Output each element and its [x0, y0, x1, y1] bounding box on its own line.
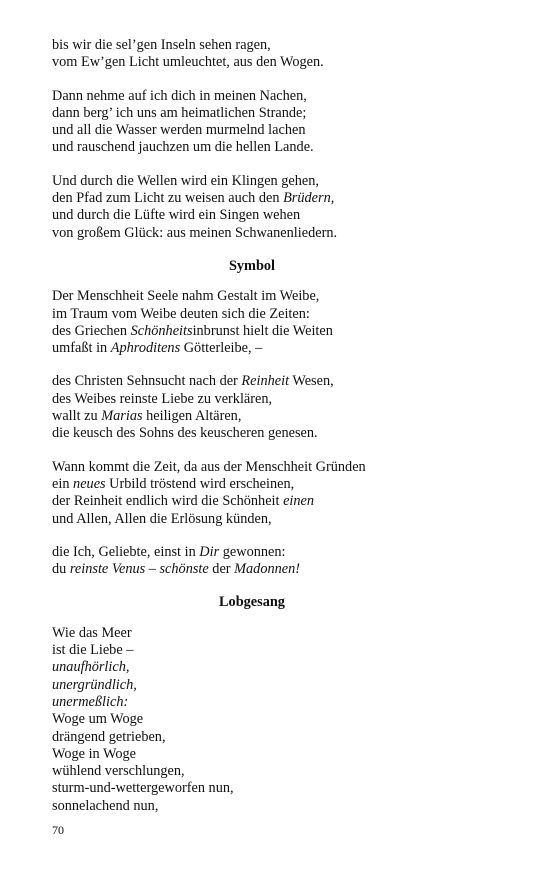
- verse-line: Wie das Meer: [52, 624, 132, 641]
- verse-text: des Griechen: [52, 322, 131, 339]
- emphasis: neues: [73, 475, 106, 492]
- verse-line: und rauschend jauchzen um die hellen Lande.: [52, 139, 314, 156]
- verse-line: von großem Glück: aus meinen Schwanenliedern.: [52, 224, 338, 241]
- verse-line: Und durch die Wellen wird ein Klingen gehen,: [52, 172, 319, 189]
- verse-text: gewonnen:: [219, 543, 286, 560]
- text-block: [52, 37, 512, 831]
- verse-line: Wann kommt die Zeit, da aus der Menschheit Gründen: [52, 458, 366, 475]
- page-number: 70: [52, 823, 64, 837]
- verse-line: [52, 561, 512, 578]
- verse-text: umfaßt in: [52, 340, 111, 357]
- verse-line: sturm-und-wettergeworfen nun,: [52, 780, 234, 797]
- verse-line: unermeßlich:: [52, 693, 129, 710]
- stanza: [52, 373, 512, 442]
- stanza: [52, 173, 512, 242]
- verse-line: [52, 493, 512, 510]
- verse-text: ein: [52, 475, 74, 492]
- verse-line: Der Menschheit Seele nahm Gestalt im Weibe,: [52, 288, 320, 305]
- verse-line: Woge in Woge: [52, 745, 136, 762]
- verse-text: der Reinheit endlich wird die Schönheit: [52, 493, 284, 510]
- stanza: [52, 625, 512, 815]
- verse-text: Götterleibe, –: [180, 340, 263, 357]
- stanza: [52, 288, 512, 357]
- emphasis: Schönheits: [130, 322, 193, 339]
- verse-line: die keusch des Sohns des keuscheren genesen.: [52, 425, 318, 442]
- verse-line: Dann nehme auf ich dich in meinen Nachen,: [52, 87, 307, 104]
- verse-text: du: [52, 561, 70, 578]
- verse-text: die Ich, Geliebte, einst in: [52, 543, 200, 560]
- emphasis: Brüdern,: [283, 190, 335, 207]
- verse-line: [52, 476, 512, 493]
- verse-text: des Christen Sehnsucht nach der: [52, 373, 242, 390]
- verse-text: heiligen Altären,: [142, 408, 242, 425]
- emphasis: einen: [283, 493, 315, 510]
- verse-text: den Pfad zum Licht zu weisen auch den: [52, 190, 284, 207]
- emphasis: Marias: [101, 408, 143, 425]
- verse-line: unaufhörlich,: [52, 659, 130, 676]
- verse-text: Wesen,: [289, 373, 334, 390]
- verse-line: drängend getrieben,: [52, 728, 166, 745]
- stanza: [52, 544, 512, 579]
- emphasis: reinste Venus – schönste: [69, 561, 209, 578]
- emphasis: Reinheit: [241, 373, 290, 390]
- verse-line: bis wir die sel’gen Inseln sehen ragen,: [52, 37, 271, 53]
- emphasis: Dir: [199, 543, 220, 560]
- verse-line: und durch die Lüfte wird ein Singen wehen: [52, 207, 301, 224]
- verse-line: [52, 408, 512, 425]
- verse-line: Woge um Woge: [52, 711, 144, 728]
- emphasis: Madonnen!: [234, 561, 301, 578]
- poem-title: Lobgesang: [219, 594, 285, 611]
- stanza: [52, 37, 512, 72]
- verse-line: unergründlich,: [52, 676, 137, 693]
- verse-line: [52, 190, 512, 207]
- verse-line: und Allen, Allen die Erlösung künden,: [52, 510, 272, 527]
- emphasis: Aphroditens: [110, 340, 181, 357]
- verse-text: wallt zu: [52, 408, 102, 425]
- verse-line: und all die Wasser werden murmelnd lachen: [52, 122, 306, 139]
- verse-text: inbrunst hielt die Weiten: [192, 322, 333, 339]
- poem-title: Symbol: [228, 257, 276, 274]
- verse-line: [52, 544, 512, 561]
- verse-line: sonnelachend nun,: [52, 797, 159, 814]
- verse-line: wühlend verschlungen,: [52, 763, 185, 780]
- verse-line: [52, 373, 512, 390]
- verse-text: Urbild tröstend wird erscheinen,: [105, 475, 295, 492]
- verse-line: dann berg’ ich uns am heimatlichen Strande;: [52, 104, 307, 121]
- verse-line: vom Ew’gen Licht umleuchtet, aus den Wogen.: [52, 54, 324, 71]
- verse-line: ist die Liebe –: [52, 642, 134, 659]
- verse-line: [52, 323, 512, 340]
- verse-text: der: [208, 561, 235, 578]
- verse-line: [52, 340, 512, 357]
- stanza: [52, 459, 512, 528]
- stanza: [52, 88, 512, 157]
- verse-line: im Traum vom Weibe deuten sich die Zeiten:: [52, 305, 310, 322]
- verse-line: des Weibes reinste Liebe zu verklären,: [52, 390, 273, 407]
